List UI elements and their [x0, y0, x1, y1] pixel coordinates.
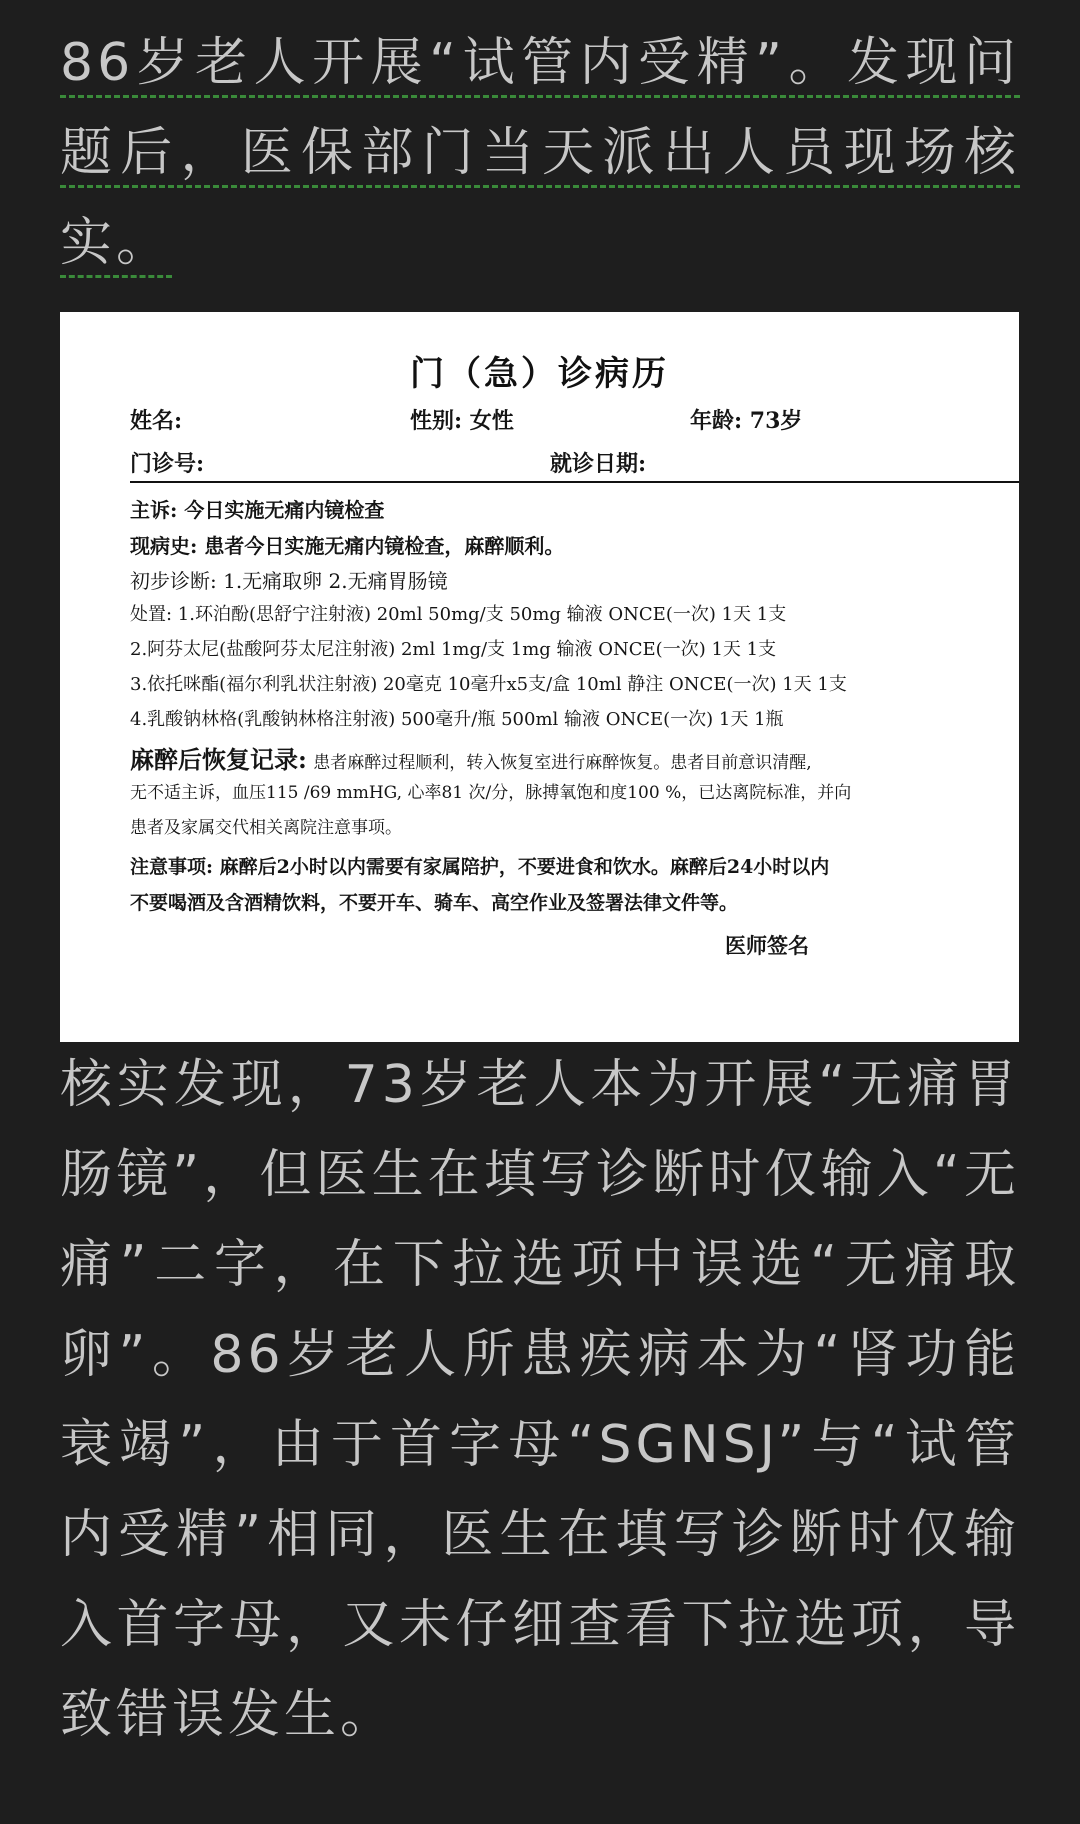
- record-treatment-4: 4.乳酸钠林格(乳酸钠林格注射液) 500毫升/瓶 500ml 输液 ONCE(一次) 1天 1瓶: [130, 709, 784, 730]
- linked-text[interactable]: 86岁老人开展“试管内受精”。发现问题后，医保部门当天派出人员现场核实。: [60, 33, 1020, 278]
- record-recovery-text-2: 无不适主诉，血压115 /69 mmHG, 心率81 次/分，脉搏氧饱和度100 %，已达离院标准，并向: [130, 783, 852, 803]
- record-recovery-line-1: [130, 740, 812, 775]
- record-treatment-1: 处置: 1.环泊酚(思舒宁注射液) 20ml 50mg/支 50mg 输液 ONCE(一次) 1天 1支: [130, 604, 787, 625]
- medical-record-image[interactable]: [60, 312, 1019, 1042]
- record-treatment-2: 2.阿芬太尼(盐酸阿芬太尼注射液) 2ml 1mg/支 1mg 输液 ONCE(一次) 1天 1支: [130, 639, 777, 660]
- record-divider: [130, 481, 1019, 483]
- record-gender: 性别: 女性: [410, 408, 514, 434]
- record-history: 现病史: 患者今日实施无痛内镜检查，麻醉顺利。: [130, 534, 565, 558]
- record-notes-1: 注意事项: 麻醉后2小时以内需要有家属陪护，不要进食和饮水。麻醉后24小时以内: [130, 856, 830, 878]
- record-title: 门（急）诊病历: [410, 354, 669, 394]
- record-name-label: 姓名:: [130, 408, 183, 434]
- article-top: [60, 18, 1020, 288]
- record-diagnosis: 初步诊断: 1.无痛取卵 2.无痛胃肠镜: [130, 569, 448, 593]
- record-notes-2: 不要喝酒及含酒精饮料，不要开车、骑车、高空作业及签署法律文件等。: [130, 892, 739, 914]
- record-clinic-no: 门诊号:: [130, 451, 205, 477]
- record-complaint: 主诉: 今日实施无痛内镜检查: [130, 498, 385, 522]
- record-doctor-signature: 医师签名: [725, 933, 809, 958]
- article-paragraph-top: [60, 18, 1020, 288]
- article-paragraph-bottom: 核实发现，73岁老人本为开展“无痛胃肠镜”，但医生在填写诊断时仅输入“无痛”二字，在下拉选项中误选“无痛取卵”。86岁老人所患疾病本为“肾功能衰竭”，由于首字母“SGNSJ”与“试管内受精”相同，医生在填写诊断时仅输入首字母，又未仔细查看下拉选项，导致错误发生。: [60, 1055, 1020, 1745]
- record-recovery-text-3: 患者及家属交代相关离院注意事项。: [130, 818, 402, 838]
- record-treatment-3: 3.依托咪酯(福尔利乳状注射液) 20毫克 10毫升x5支/盒 10ml 静注 ONCE(一次) 1天 1支: [130, 674, 847, 695]
- record-recovery-label: 麻醉后恢复记录:: [130, 745, 307, 774]
- record-visit-date: 就诊日期:: [550, 451, 647, 477]
- article-bottom: [60, 1040, 1020, 1760]
- record-recovery-text-1: 患者麻醉过程顺利，转入恢复室进行麻醉恢复。患者目前意识清醒,: [313, 753, 812, 773]
- record-age: 年龄: 73岁: [690, 408, 803, 434]
